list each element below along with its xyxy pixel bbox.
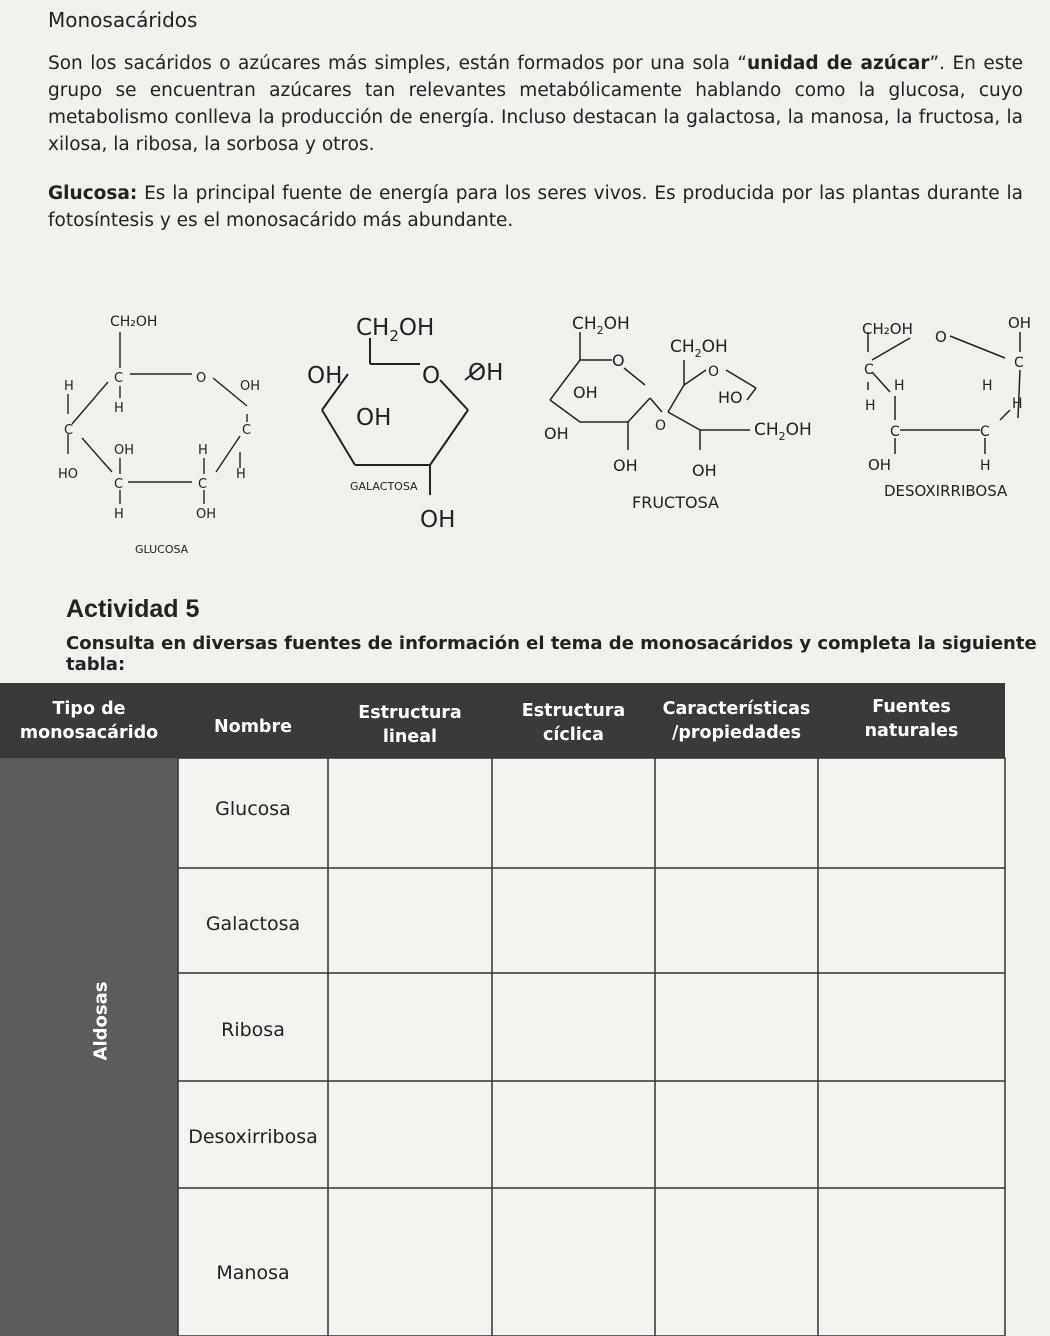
fructosa-oh-1: OH — [573, 383, 598, 402]
desoxirribosa-c2: C — [1014, 355, 1024, 371]
glucosa-h5: H — [114, 507, 124, 522]
desoxirribosa-caption: DESOXIRRIBOSA — [884, 482, 1008, 500]
activity-instruction: Consulta en diversas fuentes de información el tema de monosacáridos y completa la siguiente tabla: — [66, 633, 1037, 675]
header-estructura-ciclica: Estructura cíclica — [521, 701, 626, 745]
fructosa-caption: FRUCTOSA — [632, 493, 719, 512]
galactosa-oh-bottom: OH — [420, 507, 456, 533]
galactosa-oh-middle: OH — [356, 405, 392, 431]
desoxirribosa-h5: H — [980, 458, 991, 474]
galactosa-ring-o: O — [422, 363, 441, 389]
monosaccharide-table — [0, 683, 1050, 1336]
desoxirribosa-c1: C — [864, 362, 874, 378]
glucosa-oh1: OH — [240, 379, 261, 394]
section-title: Monosacáridos — [48, 8, 198, 32]
header-nombre: Nombre — [214, 717, 292, 737]
row-name-manosa: Manosa — [216, 1262, 290, 1284]
header-estructura-lineal: Estructura lineal — [358, 703, 462, 747]
glucosa-ho: HO — [58, 467, 79, 482]
header-tipo: Tipo de monosacárido — [19, 699, 159, 743]
galactosa-ch2oh: $CH_2OH$ — [356, 315, 435, 345]
fructosa-ch2oh-right: $CH_2OH$ — [754, 420, 812, 443]
galactosa-oh-right: OH — [468, 360, 504, 386]
desoxirribosa-h4: H — [1012, 396, 1023, 412]
galactosa-structure — [322, 338, 482, 495]
table-grid-lines — [178, 758, 1005, 1336]
glucosa-c5: C — [198, 477, 208, 492]
glucosa-structure — [68, 332, 247, 504]
activity-title: Actividad 5 — [66, 595, 200, 623]
row-name-ribosa: Ribosa — [221, 1019, 285, 1041]
molecule-structures — [0, 290, 1050, 570]
desoxirribosa-c4: C — [980, 424, 990, 440]
group-label-aldosas: Aldosas — [90, 981, 112, 1061]
row-name-glucosa: Glucosa — [215, 798, 291, 820]
glucosa-h3: H — [198, 443, 208, 458]
glucosa-c1: C — [114, 371, 124, 386]
desoxirribosa-oh-top: OH — [1008, 314, 1032, 332]
fructosa-ring-o-2: O — [708, 364, 720, 380]
desoxirribosa-h1: H — [894, 378, 905, 394]
glucosa-oh3: OH — [196, 507, 217, 522]
glucosa-c2: C — [242, 423, 252, 438]
desoxirribosa-ch2oh: CH₂OH — [862, 320, 913, 338]
fructosa-ring-o-1: O — [612, 351, 625, 370]
glucose-paragraph: Glucosa: Es la principal fuente de energía para los seres vivos. Es producida por las plantas durante la fotosíntesis y es el monosacárido más abundante. — [48, 183, 1023, 231]
fructosa-oh-4: OH — [692, 461, 717, 480]
glucosa-caption: GLUCOSA — [135, 543, 189, 556]
glucosa-h4: H — [236, 467, 246, 482]
glucosa-c3: C — [64, 423, 74, 438]
fructosa-ch2oh-top: $CH_2OH$ — [572, 314, 630, 337]
glucosa-ring-o: O — [196, 371, 207, 386]
fructosa-link-o: O — [655, 418, 667, 434]
glucosa-c4: C — [114, 477, 124, 492]
desoxirribosa-oh-bottom: OH — [868, 456, 892, 474]
desoxirribosa-c3: C — [890, 424, 900, 440]
fructosa-oh-3: OH — [613, 456, 638, 475]
row-name-galactosa: Galactosa — [205, 913, 301, 935]
fructosa-oh-2: OH — [544, 424, 569, 443]
desoxirribosa-ring-o: O — [935, 328, 947, 346]
glucosa-h1: H — [64, 379, 74, 394]
galactosa-oh-left: OH — [307, 363, 343, 389]
intro-paragraph: Son los sacáridos o azúcares más simples, están formados por una sola “unidad de azúcar”. En este grupo se encuentran azúcares tan relevantes metabólicamente hablando como la glucosa, cuyo metabolismo conlleva la producción de energía. Incluso destacan la galactosa, la manosa, la fructosa, la xilosa, la ribosa, la sorbosa y otros. — [48, 53, 1023, 155]
row-name-desoxirribosa: Desoxirribosa — [188, 1126, 318, 1148]
header-caracteristicas: Características /propiedades — [662, 699, 811, 743]
glucosa-ch2oh: CH₂OH — [110, 314, 158, 330]
desoxirribosa-h2: H — [982, 378, 993, 394]
glucosa-h2: H — [114, 401, 124, 416]
glucosa-oh2: OH — [114, 443, 135, 458]
table-group-background — [0, 758, 178, 1336]
fructosa-ch2oh-mid: $CH_2OH$ — [670, 337, 728, 360]
fructosa-ho: HO — [718, 388, 743, 407]
galactosa-caption: GALACTOSA — [350, 480, 418, 493]
header-fuentes: Fuentes naturales — [864, 697, 959, 741]
desoxirribosa-h3: H — [865, 398, 876, 414]
